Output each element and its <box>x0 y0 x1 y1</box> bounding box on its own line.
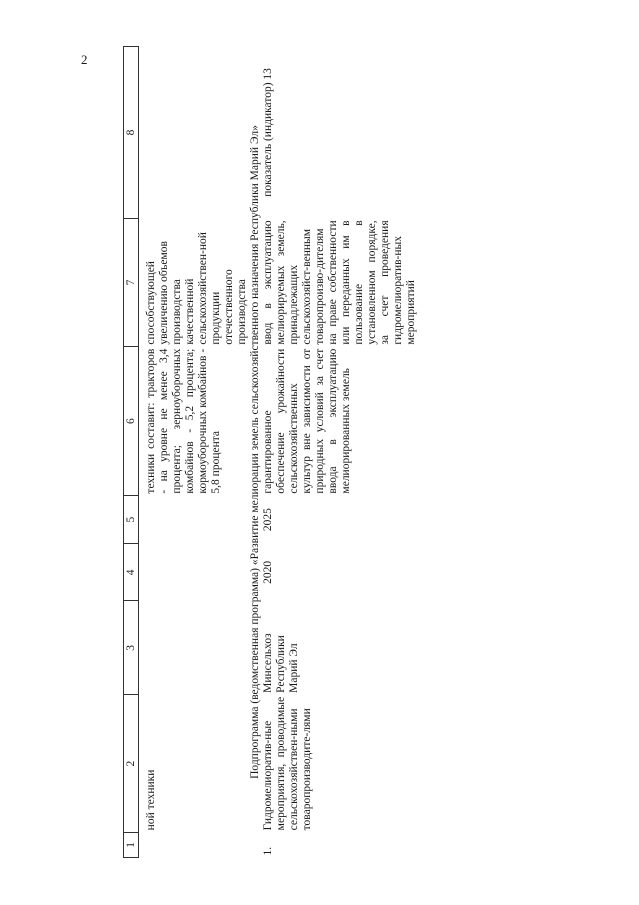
continuation-indicator <box>139 47 250 219</box>
col-header-6: 6 <box>124 347 139 496</box>
measure-name: Гидромелиоратив-ные мероприятия, проводимые сельскохозяйствен-ными товаропроизводите-лями <box>262 696 313 831</box>
page-number: 2 <box>81 52 88 67</box>
table-row <box>262 47 418 858</box>
end-year: 2025 <box>262 508 274 532</box>
row-number: 1. <box>262 846 274 856</box>
consequence: ввод в эксплуатацию мелиорируемых земель, принадлежащих сельскохозяйст-венным товаропроизво-дителям на праве собственности или переданных им в пользование в установленном порядке, за счет проведения гидромелиоратив-ных мероприятий <box>262 220 417 345</box>
subprogram-title: Подпрограмма (ведомственная программа) «Развитие мелиорации земель сельскохозяйственного назначения Республики Марий Эл» <box>249 125 261 779</box>
col-header-4: 4 <box>124 544 139 601</box>
col-header-1: 1 <box>124 832 139 857</box>
expected-result: гарантированное обеспечение урожайности сельскохозяйственных культур вне зависимости от природных условий за счет ввода в эксплуатацию мелиорированных земель <box>262 348 352 494</box>
continuation-row <box>139 47 250 858</box>
rotated-table-sheet <box>123 0 639 858</box>
continuation-name: ной техники <box>145 769 157 831</box>
col-header-8: 8 <box>124 47 139 219</box>
continuation-consequence: способствующей увеличению объемов производства качественной сельскохозяйствен-ной продукции отечественного производства <box>145 232 248 345</box>
col-header-2: 2 <box>124 695 139 832</box>
col-header-7: 7 <box>124 218 139 346</box>
header-row <box>124 47 139 858</box>
col-header-3: 3 <box>124 601 139 695</box>
start-year: 2020 <box>262 560 274 584</box>
continuation-result: техники составит: тракторов - на уровне не менее 3,4 процента; зерноуборочных комбайнов - 5,2 процента; кормоуборочных комбайнов - 5,8 процента <box>145 348 222 494</box>
indicator: показатель (индикатор) 13 <box>262 68 274 197</box>
col-header-5: 5 <box>124 496 139 544</box>
program-table <box>123 46 418 858</box>
executor: Минсельхоз Республики Марий Эл <box>262 633 300 693</box>
